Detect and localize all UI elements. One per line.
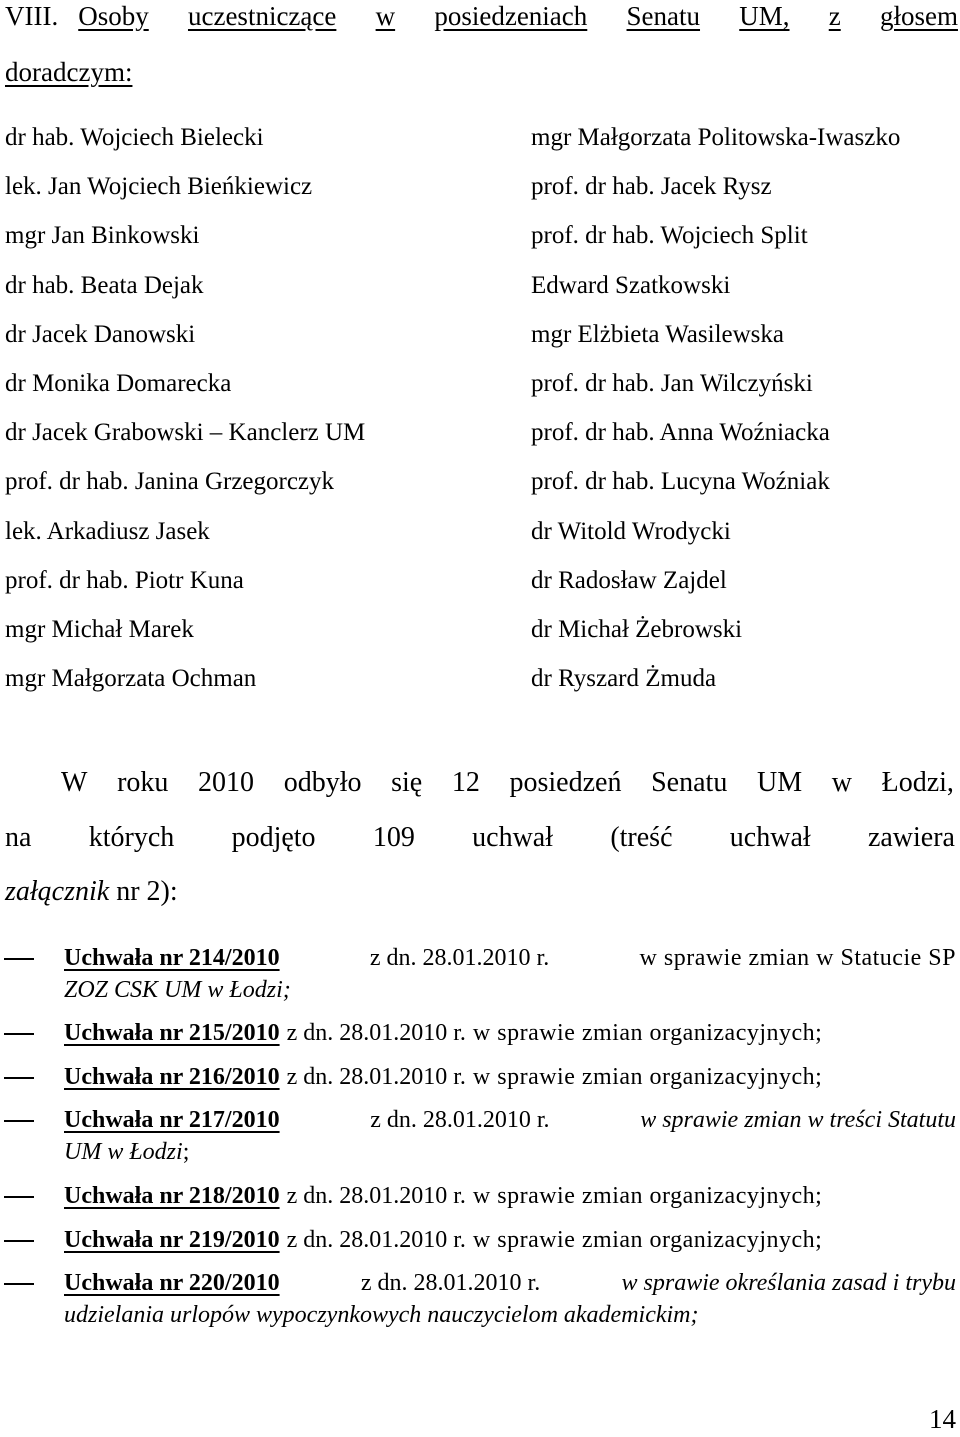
resolution-date: z dn. 28.01.2010 r. bbox=[286, 1183, 466, 1209]
dash-bullet bbox=[4, 1196, 34, 1198]
resolution-subject: w sprawie zmian w treści Statutu bbox=[640, 1107, 956, 1133]
member-name: prof. dr hab. Anna Woźniacka bbox=[531, 419, 830, 447]
paragraph-word: uchwał bbox=[729, 822, 811, 853]
paragraph-word: uchwał bbox=[472, 822, 554, 853]
resolution-subject: w sprawie określania zasad i trybu bbox=[621, 1270, 956, 1296]
resolution-number: Uchwała nr 220/2010 bbox=[64, 1270, 280, 1296]
resolution-subject-end: ; bbox=[182, 1139, 190, 1165]
member-name: prof. dr hab. Piotr Kuna bbox=[5, 566, 244, 594]
summary-paragraph-line bbox=[5, 822, 955, 854]
section-heading bbox=[5, 0, 958, 32]
member-name: dr Monika Domarecka bbox=[5, 370, 232, 398]
resolution-subject: w sprawie zmian organizacyjnych; bbox=[472, 1183, 823, 1209]
resolution-date: z dn. 28.01.2010 r. bbox=[360, 1270, 541, 1296]
member-name: mgr Michał Marek bbox=[5, 616, 194, 644]
title-word: Osoby bbox=[78, 1, 149, 31]
section-number: VIII. bbox=[5, 1, 59, 31]
resolution-subject: w sprawie zmian w Statucie SP bbox=[639, 945, 956, 971]
resolution-subject: w sprawie zmian organizacyjnych; bbox=[472, 1064, 823, 1090]
summary-paragraph-line bbox=[61, 767, 954, 799]
resolution-date: z dn. 28.01.2010 r. bbox=[286, 1227, 466, 1253]
dash-bullet bbox=[4, 1033, 34, 1035]
paragraph-word: (treść bbox=[610, 822, 673, 853]
member-name: dr hab. Wojciech Bielecki bbox=[5, 124, 264, 151]
paragraph-word: na bbox=[5, 822, 32, 853]
section-title-continued: doradczym: bbox=[5, 57, 133, 87]
paragraph-word: w bbox=[831, 767, 852, 798]
member-name: mgr Elżbieta Wasilewska bbox=[531, 320, 785, 348]
title-word: UM, bbox=[739, 1, 790, 31]
member-name: dr Jacek Grabowski – Kanclerz UM bbox=[5, 419, 366, 447]
dash-bullet bbox=[4, 1283, 34, 1285]
attachment-reference: załącznik bbox=[5, 876, 110, 907]
resolution-subject: w sprawie zmian organizacyjnych; bbox=[472, 1227, 823, 1253]
title-word: uczestniczące bbox=[187, 1, 337, 31]
resolution-date: z dn. 28.01.2010 r. bbox=[286, 1020, 466, 1046]
member-name: prof. dr hab. Jacek Rysz bbox=[531, 173, 772, 201]
paragraph-word: się bbox=[391, 767, 423, 798]
member-name: mgr Małgorzata Ochman bbox=[5, 665, 257, 693]
resolution-date: z dn. 28.01.2010 r. bbox=[286, 1064, 466, 1090]
paragraph-word: W bbox=[61, 767, 88, 798]
resolution-subject-continued: udzielania urlopów wypoczynkowych nauczycielom akademickim; bbox=[64, 1302, 699, 1328]
title-word: z bbox=[828, 1, 841, 31]
dash-bullet bbox=[4, 958, 34, 960]
member-name: dr Radosław Zajdel bbox=[531, 566, 727, 594]
paragraph-word: posiedzeń bbox=[509, 767, 622, 798]
member-name: lek. Arkadiusz Jasek bbox=[5, 517, 210, 545]
resolution-number: Uchwała nr 217/2010 bbox=[64, 1107, 280, 1133]
title-word: Senatu bbox=[626, 1, 701, 31]
member-name: prof. dr hab. Lucyna Woźniak bbox=[531, 468, 830, 496]
member-name: mgr Jan Binkowski bbox=[5, 222, 200, 250]
paragraph-word: których bbox=[88, 822, 175, 853]
paragraph-word: 109 bbox=[372, 822, 415, 853]
paragraph-word: UM bbox=[756, 767, 803, 798]
summary-paragraph-line bbox=[5, 876, 178, 908]
member-name: dr hab. Beata Dejak bbox=[5, 271, 204, 299]
resolution-date: z dn. 28.01.2010 r. bbox=[369, 945, 550, 971]
resolution-number: Uchwała nr 214/2010 bbox=[64, 945, 280, 971]
paragraph-word: Senatu bbox=[651, 767, 728, 798]
attachment-number: nr 2): bbox=[109, 876, 178, 907]
resolution-subject: w sprawie zmian organizacyjnych; bbox=[472, 1020, 823, 1046]
dash-bullet bbox=[4, 1120, 34, 1122]
dash-bullet bbox=[4, 1240, 34, 1242]
resolution-number: Uchwała nr 216/2010 bbox=[64, 1064, 280, 1090]
member-name: prof. dr hab. Janina Grzegorczyk bbox=[5, 468, 335, 496]
resolution-date: z dn. 28.01.2010 r. bbox=[370, 1107, 550, 1133]
member-name: prof. dr hab. Jan Wilczyński bbox=[531, 370, 813, 398]
resolution-number: Uchwała nr 218/2010 bbox=[64, 1183, 280, 1209]
page-number: 14 bbox=[929, 1404, 956, 1434]
paragraph-word: roku bbox=[117, 767, 169, 798]
member-name: prof. dr hab. Wojciech Split bbox=[531, 222, 808, 250]
paragraph-word: Łodzi, bbox=[881, 767, 954, 798]
member-name: dr Michał Żebrowski bbox=[531, 616, 743, 644]
paragraph-word: 12 bbox=[451, 767, 480, 798]
members-left-column bbox=[5, 113, 365, 703]
member-name: lek. Jan Wojciech Bieńkiewicz bbox=[5, 173, 313, 201]
dash-bullet bbox=[4, 1077, 34, 1079]
member-name: Edward Szatkowski bbox=[531, 271, 731, 299]
resolution-subject-continued: UM w Łodzi bbox=[64, 1139, 183, 1165]
paragraph-word: 2010 bbox=[198, 767, 255, 798]
paragraph-word: odbyło bbox=[283, 767, 362, 798]
member-name: mgr Małgorzata Politowska-Iwaszko bbox=[531, 124, 901, 151]
title-word: w bbox=[375, 1, 396, 31]
paragraph-word: podjęto bbox=[231, 822, 316, 853]
title-word: głosem bbox=[879, 1, 958, 31]
resolution-number: Uchwała nr 215/2010 bbox=[64, 1020, 280, 1046]
paragraph-word: zawiera bbox=[867, 822, 955, 853]
members-right-column bbox=[531, 113, 900, 703]
section-title bbox=[78, 0, 958, 32]
member-name: dr Ryszard Żmuda bbox=[531, 665, 717, 693]
title-word: posiedzeniach bbox=[434, 1, 588, 31]
member-name: dr Witold Wrodycki bbox=[531, 517, 731, 545]
member-name: dr Jacek Danowski bbox=[5, 320, 196, 348]
resolution-subject-continued: ZOZ CSK UM w Łodzi; bbox=[64, 977, 291, 1003]
resolution-number: Uchwała nr 219/2010 bbox=[64, 1227, 280, 1253]
